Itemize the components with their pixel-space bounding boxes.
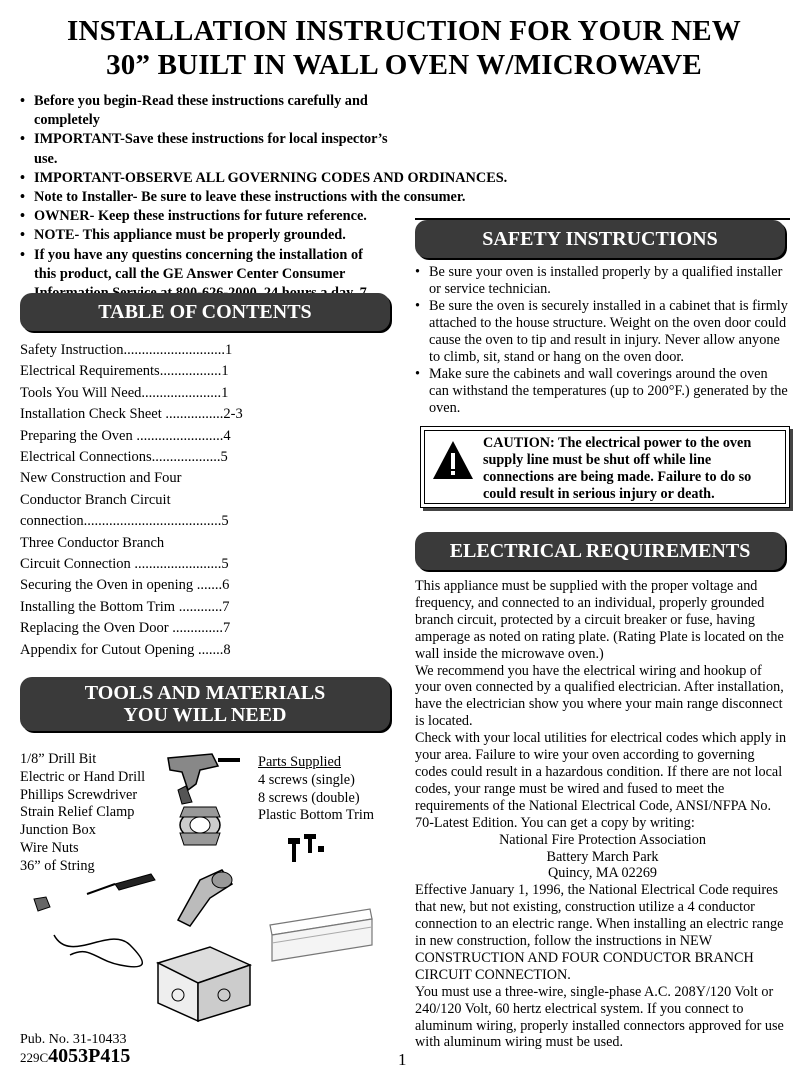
tools-heading-line-1: TOOLS AND MATERIALS bbox=[84, 682, 326, 704]
screws-illustration bbox=[286, 830, 336, 870]
publication-number: Pub. No. 31-10433 bbox=[20, 1032, 127, 1047]
toc-entry[interactable]: connection......................................5 bbox=[20, 513, 229, 530]
electrical-heading bbox=[415, 532, 785, 570]
toc-entry[interactable]: Conductor Branch Circuit bbox=[20, 491, 171, 508]
part-item: 4 screws (single) bbox=[258, 771, 355, 788]
title-line-1: INSTALLATION INSTRUCTION FOR YOUR NEW bbox=[67, 15, 741, 47]
string-illustration bbox=[50, 915, 150, 975]
intro-bullets bbox=[20, 92, 508, 322]
tool-item: 36” of String bbox=[20, 857, 95, 874]
paragraph: Effective January 1, 1996, the National Electrical Code requires that new, but not existing, construction utilize a 4 conductor connection to an electric range. When installing an electric range in new construction, follow the instructions in NEW CONSTRUCTION AND FOUR CONDUCTOR BRANCH CIRCUIT CONNECTION. bbox=[415, 882, 784, 983]
address-line: National Fire Protection Association bbox=[499, 831, 706, 848]
toc-entry[interactable]: Circuit Connection ........................5 bbox=[20, 556, 229, 573]
toc-entry[interactable]: Preparing the Oven ........................4 bbox=[20, 427, 231, 444]
intro-bullet: • IMPORTANT-OBSERVE ALL GOVERNING CODES AND ORDINANCES. bbox=[20, 169, 408, 188]
tools-heading-line-2: YOU WILL NEED bbox=[123, 704, 287, 726]
screwdriver-illustration bbox=[85, 870, 165, 900]
caution-text: CAUTION: The electrical power to the oven supply line must be shut off while line connections are being made. Failure to do so could result in serious injury or death. bbox=[483, 435, 752, 502]
junction-box-illustration bbox=[150, 935, 260, 1025]
toc-entry[interactable]: Installing the Bottom Trim ............7 bbox=[20, 598, 230, 615]
tool-item: Electric or Hand Drill bbox=[20, 768, 146, 785]
page-number: 1 bbox=[398, 1050, 407, 1069]
safety-bullet: • Make sure the cabinets and wall coverings around the oven can withstand the temperatures (up to 200°F.) generated by the oven. bbox=[415, 366, 790, 417]
table-of-contents bbox=[20, 340, 252, 661]
toc-heading bbox=[20, 293, 390, 331]
title-line-2: 30” BUILT IN WALL OVEN W/MICROWAVE bbox=[106, 49, 702, 81]
caution-box bbox=[420, 426, 790, 508]
warning-icon bbox=[431, 439, 475, 483]
connector-illustration bbox=[170, 860, 250, 930]
bottom-trim-illustration bbox=[266, 905, 376, 965]
part-code bbox=[20, 1046, 130, 1068]
part-code-main: 4053P415 bbox=[48, 1045, 131, 1067]
safety-heading-text: SAFETY INSTRUCTIONS bbox=[482, 228, 718, 250]
part-code-prefix: 229C bbox=[20, 1050, 49, 1065]
safety-bullet: • Be sure your oven is installed properly by a qualified installer or service technician. bbox=[415, 264, 790, 298]
intro-bullet: • Before you begin-Read these instructions carefully and completely bbox=[20, 92, 408, 130]
tools-heading bbox=[20, 677, 390, 731]
address-line: Battery March Park bbox=[546, 848, 659, 865]
tool-item: Junction Box bbox=[20, 822, 96, 839]
toc-entry[interactable]: Appendix for Cutout Opening .......8 bbox=[20, 641, 231, 658]
toc-heading-text: TABLE OF CONTENTS bbox=[98, 301, 312, 323]
electrical-requirements-text bbox=[415, 578, 790, 1051]
tool-item: Phillips Screwdriver bbox=[20, 786, 138, 803]
parts-heading: Parts Supplied bbox=[258, 754, 342, 770]
paragraph: We recommend you have the electrical wiring and hookup of your oven connected by a qualified electrician. After installation, have the electrician show you where your main range disconnect is located. bbox=[415, 662, 784, 730]
tool-item: 1/8” Drill Bit bbox=[20, 751, 97, 767]
toc-entry[interactable]: New Construction and Four bbox=[20, 470, 182, 487]
intro-bullet: • OWNER- Keep these instructions for future reference. bbox=[20, 207, 408, 226]
paragraph: Check with your local utilities for electrical codes which apply in your area. Failure to wire your oven according to governing codes could result in a hazardous condition. If there are not local codes, your range must be wired and fused to meet the requirements of the National Electrical Code, ANSI/NFPA No. 70-Latest Edition. You can get a copy by writing: bbox=[415, 730, 787, 831]
toc-entry[interactable]: Securing the Oven in opening .......6 bbox=[20, 577, 230, 594]
toc-entry[interactable]: Electrical Connections...................5 bbox=[20, 449, 228, 466]
wire-nut-illustration bbox=[32, 895, 52, 915]
toc-entry[interactable]: Tools You Will Need......................1 bbox=[20, 384, 229, 401]
toc-entry[interactable]: Electrical Requirements.................1 bbox=[20, 363, 229, 380]
electrical-heading-text: ELECTRICAL REQUIREMENTS bbox=[449, 540, 751, 562]
intro-bullet: • If you have any questins concerning the installation of this product, call the GE Answer Center Consumer bbox=[20, 246, 382, 323]
toc-entry[interactable]: Installation Check Sheet ................2-3 bbox=[20, 406, 243, 423]
part-item: Plastic Bottom Trim bbox=[258, 807, 374, 824]
intro-bullet: • NOTE- This appliance must be properly grounded. bbox=[20, 226, 408, 245]
paragraph: This appliance must be supplied with the proper voltage and frequency, and connected to an individual, properly grounded branch circuit, protected by a circuit breaker or fuse, having amperage as noted on rating plate. (Rating Plate is located on the wall inside the microwave oven.) bbox=[415, 578, 784, 662]
strain-relief-clamp-illustration bbox=[170, 795, 240, 855]
toc-entry[interactable]: Replacing the Oven Door ..............7 bbox=[20, 620, 231, 637]
toc-entry[interactable]: Three Conductor Branch bbox=[20, 534, 165, 551]
safety-bullets bbox=[415, 264, 790, 417]
tool-item: Strain Relief Clamp bbox=[20, 804, 135, 821]
safety-bullet: • Be sure the oven is securely installed in a cabinet that is firmly attached to the house structure. Weight on the oven door could cause the oven to tip and result in injury. Never allow anyone to climb, sit, stand or hang on the oven door. bbox=[415, 298, 790, 366]
tool-item: Wire Nuts bbox=[20, 839, 79, 856]
part-item: 8 screws (double) bbox=[258, 789, 360, 806]
intro-bullet: • IMPORTANT-Save these instructions for local inspector’s use. bbox=[20, 130, 408, 168]
paragraph: You must use a three-wire, single-phase A.C. 208Y/120 Volt or 240/120 Volt, 60 hertz electrical system. If you connect to aluminum wiring, properly installed connectors approved for use with aluminum wiring must be used. bbox=[415, 983, 784, 1051]
parts-supplied bbox=[258, 754, 374, 825]
page-title bbox=[0, 14, 808, 82]
intro-bullet: • Note to Installer- Be sure to leave these instructions with the consumer. bbox=[20, 188, 408, 207]
tools-list bbox=[20, 751, 145, 876]
safety-heading bbox=[415, 220, 785, 258]
toc-entry[interactable]: Safety Instruction............................1 bbox=[20, 342, 233, 358]
address-line: Quincy, MA 02269 bbox=[547, 865, 658, 882]
